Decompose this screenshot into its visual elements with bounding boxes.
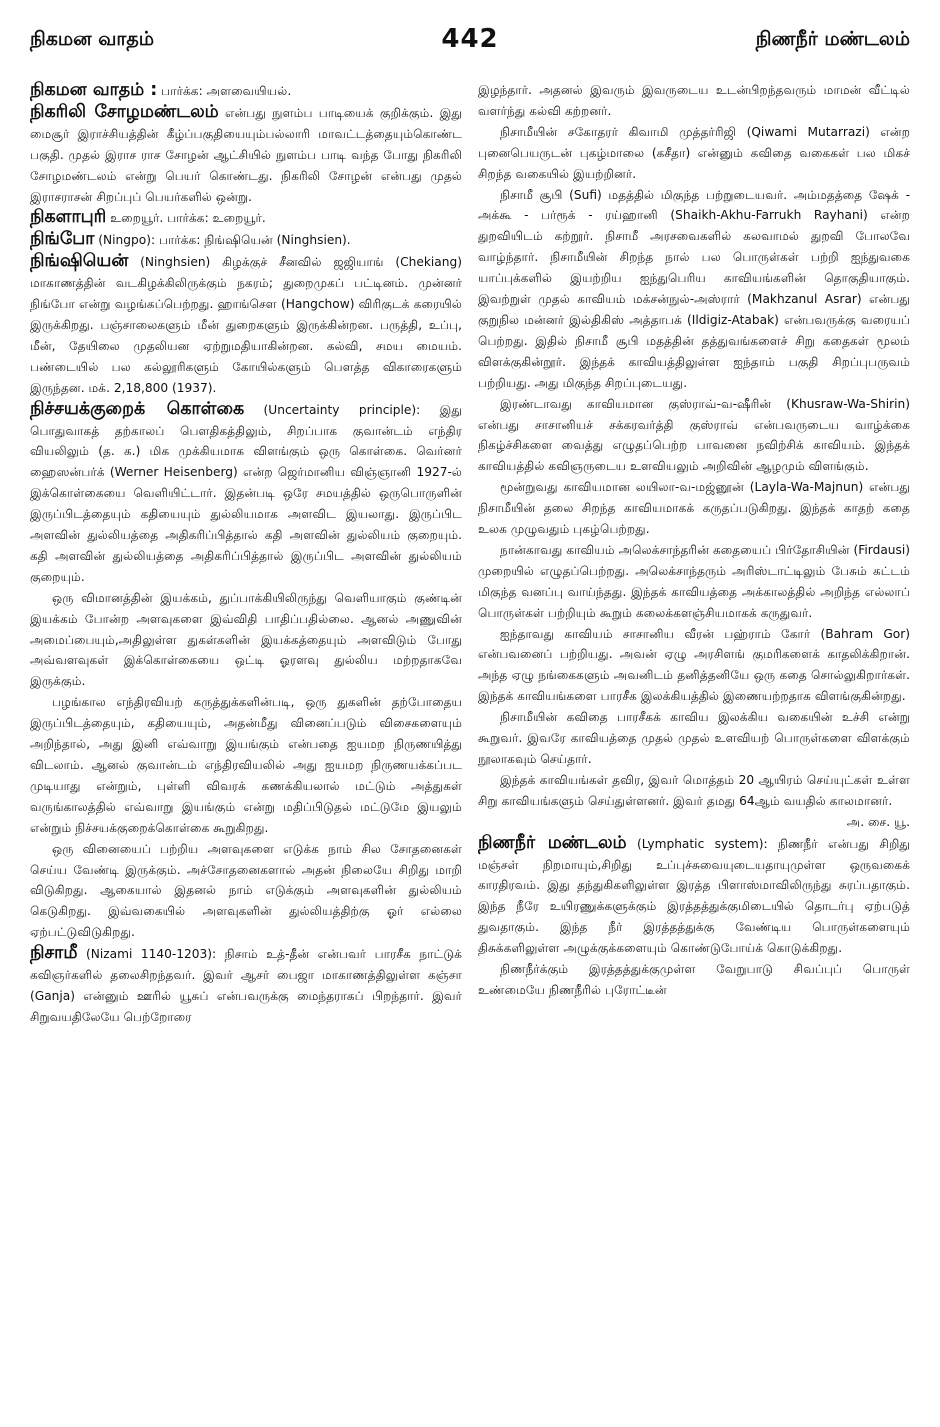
page-header [30, 24, 910, 58]
entry [30, 943, 462, 1028]
entry-headword: நிங்ஷியென் [30, 251, 129, 272]
entry-paragraph: நிசாமீ சூபி (Sufi) மதத்தில் மிகுந்த பற்றுடையவர். அம்மதத்தை ஷேக் - அக்கூ - பர்ரூக் - ரய்ஹானி (Shaikh-Akhu-Farrukh Rayhani) என்ற துறவியிடம் கற்றூர். நிசாமீ அரசவைகளில் கலவாமல் துறவி போலவே வாழ்ந்தார். நிசாமீயின் சிறந்த நால் பல பொருள்கள் பற்றி ஐந்துவகை யாப்புக்களில் இயற்றிய ஐந்துபெரிய காவியங்களின் தொகுதியாகும். இவற்றுள் முதல் காவியம் மக்சன்நுல்-அஸ்ரார் (Makhzanul Asrar) என்பது குறுநில மன்னர் இல்திகிஸ் அத்தாபக் (Ildigiz-Atabak) என்பவருக்கு வரையப் பெற்றது. இதில் நிசாமீ சூபி மதத்தின் தத்துவங்களைச் சிறு கதைகள் மூலம் விளக்குகின்றூர். இந்தக் காவியத்திலுள்ள ஐந்தாம் பகுதி சிறப்புபருவம் பற்றியது. அது மிகுந்த சிறப்புடையது. [478, 187, 910, 390]
entry-text: (Uncertainty principle): இது பொதுவாகத் தற்காலப் பௌதிகத்திலும், சிறப்பாக குவான்டம் எந்திர வியலிலும் (த. க.) மிக முக்கியமாக விளங்கும் ஒரு கொள்கை. வெர்னர் ஹைஸன்பர்க் (Werner Heisenberg) என்ற ஜெர்மானிய விஞ்ஞானி 1927-ல் இக்கொள்கையை வெளியிட்டார். இதன்படி ஒரே சமயத்தில் ஒருபொருளின் இருப்பிடத்தையும் கதியையும் துல்லியமாக அளவிட இயலாது. இருப்பிட அளவின் துல்லியத்தை அதிகரிப்பித்தால் கதி அளவின் துல்லியம் குறையும். கதி அளவின் துல்லியத்தை அதிகரிப்பித்தால் இருப்பிட அளவின் துல்லியம் குறையும். [30, 402, 462, 584]
entry-paragraph: இந்தக் காவியங்கள் தவிர, இவர் மொத்தம் 20 ஆயிரம் செய்யுட்கள் உள்ள சிறு காவியங்களும் செய்துள்ளனர். இவர் தமது 64ஆம் வயதில் காலமானர். [478, 772, 910, 808]
entry-paragraph: இரண்டாவது காவியமான குஸ்ராவ்-வ-ஷீரின் (Khusraw-Wa-Shirin) என்பது சாசானியச் சக்கரவர்த்தி குஸ்ராவ் என்பவருடைய வாழ்க்கை நிகழ்ச்சிகளை வைத்து எழுதப்பெற்ற பாவனை நவிற்சிக் காவியம். இந்தக் காவியத்தில் கவிஞருடைய உளவியலும் அறிவின் ஆழமும் விளங்கும். [478, 396, 910, 474]
entry-paragraph: நிணநீர்க்கும் இரத்தத்துக்குமுள்ள வேறுபாடு சிவப்புப் பொருள் உண்மையே நிணநீரில் புரோட்டீன் [478, 962, 910, 997]
entry-headword: நிணநீர் மண்டலம் [478, 832, 627, 853]
entry-text: (Nizami 1140-1203): நிசாம் உத்-தீன் என்பவர் பாரசீக நாட்டுக் கவிஞர்களில் தலைசிறந்தவர். இவர் ஆசர் பைஜா மாகாணத்திலுள்ள கஞ்சா (Ganja) என்னும் ஊரில் யூசுப் என்பவருக்கு மைந்தராகப் பிறந்தார். இவர் சிறுவயதிலேயே பெற்றோரை [30, 947, 462, 1024]
entry-paragraph: மூன்றுவது காவியமான லயிலா-வ-மஜ்னூன் (Layla-Wa-Majnun) என்பது நிசாமீயின் தலை சிறந்த காவியமாகக் கருதப்படுகிறது. இந்தக் காதற் கதை உலக முழுவதும் புகழ்பெற்றது. [478, 480, 910, 537]
entry [30, 80, 462, 102]
right-column [478, 80, 910, 1400]
entry [478, 833, 910, 959]
entry-headword: நிகளாபுரி [30, 207, 107, 228]
entry-headword: நிச்சயக்குறைக் கொள்கை [30, 398, 245, 419]
entry-paragraph: பழங்கால எந்திரவியற் கருத்துக்களின்படி, ஒரு துகளின் தற்போதைய இருப்பிடத்தையும், கதியையும், அதன்மீது வினைப்படும் விசைகளையும் அறிந்தால், அது இனி எவ்வாறு இயங்கும் என்பதை ஐயமற நிருணயித்து விடலாம். ஆனல் குவான்டம் எந்திரவியலில் அது ஐயமற நிருணயக்கப்பட முடியாது என்றும், புள்ளி விவரக் கணக்கியலால் மட்டும் அத்துகள் வருங்காலத்தில் எவ்வாறு இயங்கும் என்று மதிப்பிடுதல் மட்டுமே இயலும் என்றும் நிச்சயக்குறைக்கொள்கை கூறுகிறது. [30, 695, 462, 835]
entry-paragraph: நான்காவது காவியம் அலெக்சாந்தரின் கதையைப் பிர்தோசியின் (Firdausi) முறையில் எழுதப்பெற்றது. அலெக்சாந்தரும் அரிஸ்டாட்டிலும் பேசும் கட்டம் மிகுந்த வனப்பு வாய்ந்தது. இந்தக் காவியத்தை அக்காலத்தில் அறிந்த எல்லாப் பொருள்கள் பற்றியும் கூறும் கலைக்களஞ்சியமாகக் கருதுவர். [478, 542, 910, 620]
entry [30, 229, 462, 251]
entry-text: (Ninghsien) கிழக்குச் சீனவில் ஜஜியாங் (Chekiang) மாகாணத்தின் வடகிழக்கிலிருக்கும் நகரம்; துறைமுகப் பட்டினம். முன்னர் நிங்போ என்று வழங்கப்பெற்றது. ஹாங்செள (Hangchow) விரிகுடக் கரையில் இருக்கிறது. பஞ்சாலைகளும் மீன் துறைகளும் இருக்கின்றன. பருத்தி, உப்பு, மீன், தேயிலை முதலியன ஏற்றுமதியாகின்றன. கல்வி, சமய மையம். பண்டையில் பல கல்லூரிகளும் கோயில்களும் பௌத்த விகாரைகளும் இருந்தன. மக். 2,18,800 (1937). [30, 255, 462, 395]
entry-text: (Lymphatic system): நிணநீர் என்பது சிறிது மஞ்சள் நிறமாயும்,சிறிது உப்புச்சுவையுடையதாயுமுள்ள ஒருவகைக் காரதிரவம். இது தந்துகிகளிலுள்ள இரத்த பிளாஸ்மாவிலிருந்து சுரப்பதாகும். இந்த நீரே உயிரணுக்களுக்கும் இரத்தத்துக்குமிடையில் தொடர்பு ஏற்படுத் துவதாகும். இந்த நீர் இரத்தத்துக்கு வேண்டிய பொருள்களையும் திசுக்களிலுள்ள அழுக்குக்களையும் கொண்டுபோய்க் கொடுக்கிறது. [478, 836, 910, 956]
entry-text: பார்க்க: அளவையியல். [157, 84, 292, 98]
header-left-guide-word: நிகமன வாதம் [30, 28, 154, 50]
entry-headword: நிசாமீ [30, 943, 78, 964]
left-column [30, 80, 462, 1400]
entry-paragraph: ஒரு விமானத்தின் இயக்கம், துப்பாக்கியிலிருந்து வெளியாகும் குண்டின் இயக்கம் போன்ற அளவுகளை இவ்விதி பாதிப்பதில்லை. ஆனல் அணுவின் அமைப்பையும்,அதிலுள்ள துகள்களின் இயக்கத்தையும் அளவிடும் போது அவ்வளவுகள் இக்கொள்கையை ஒட்டி ஓரளவு துல்லிய மற்றதாகவே இருக்கும். [30, 590, 462, 689]
author-signature: அ. சை. யூ. [846, 814, 910, 829]
entry-paragraph: நிசாமீயின் கவிதை பாரசீகக் காவிய இலக்கிய வகையின் உச்சி என்று கூறுவர். இவரே காவியத்தை முதல் முதல் உளவியற் பொருள்களை விளக்கும் நூலாகவும் செய்தார். [478, 710, 910, 766]
entry-headword: நிகமன வாதம் : [30, 80, 158, 100]
entry-text: உறையூர். பார்க்க: உறையூர். [106, 211, 266, 226]
entry-paragraph: ஒரு வினையைப் பற்றிய அளவுகளை எடுக்க நாம் சில சோதனைகள் செய்ய வேண்டி இருக்கும். அச்சோதனைகளால் அதன் நிலையே சிறிது மாறி விடுகிறது. ஆகையால் இதனல் நாம் எடுக்கும் அளவுகளின் துல்லியம் கெடுகிறது. இவ்வகையில் அளவுகளின் துல்லியத்திற்கு ஓர் எல்லை ஏற்பட்டுவிடுகிறது. [30, 841, 462, 940]
page-number: 442 [441, 24, 499, 54]
entry-text: (Ningpo): பார்க்க: நிங்ஷியென் (Ninghsien). [94, 233, 351, 248]
entry-paragraph: நிசாமீயின் சகோதரர் கிவாமி முத்தர்ரிஜி (Qiwami Mutarrazi) என்ற புனைபெயருடன் புகழ்மாலை (கசீதா) என்னும் கவிதை வகைகள் பல மிகச் சிறந்த வகையில் இயற்றினர். [478, 124, 910, 181]
header-right-guide-word: நிணநீர் மண்டலம் [755, 28, 910, 50]
entry [30, 251, 462, 398]
entry [30, 207, 462, 229]
entry [30, 102, 462, 208]
entry-text: என்பது நுளம்ப பாடியைக் குறிக்கும். இது மைசூர் இராச்சியத்தின் கீழ்ப்பகுதியையும்பல்லாரி மாவட்டத்தையும்கொண்ட பகுதி. முதல் இராச ராச சோழன் ஆட்சியில் நுளம்ப பாடி வந்த போது நிகரிலி சோழமண்டலம் என்று பெயர் கொண்டது. நிகரிலி சோழன் என்பது முதல் இராசராசன் சிறப்புப் பெயர்களில் ஒன்று. [30, 105, 462, 204]
entry [30, 399, 462, 588]
entry-paragraph: ஐந்தாவது காவியம் சாசானிய வீரன் பஹ்ராம் கோர் (Bahram Gor) என்பவனைப் பற்றியது. அவன் ஏழு அரசிளங் குமரிகளைக் காதலிக்கிறான். அந்த ஏழு நங்கைகளும் அவனிடம் தனித்தனியே ஒரு கதை சொல்லுகிறார்கள். இந்தக் காவியங்களை பாரசீக இலக்கியத்தில் இணையற்றதாக விளங்குகின்றது. [478, 626, 910, 704]
continued-text: இழந்தார். அதனல் இவரும் இவருடைய உடன்பிறந்தவரும் மாமன் வீட்டில் வளர்ந்து கல்வி கற்றனர். [478, 83, 910, 118]
entry-headword: நிகரிலி சோழமண்டலம் [30, 101, 219, 122]
entry-headword: நிங்போ [30, 229, 95, 250]
